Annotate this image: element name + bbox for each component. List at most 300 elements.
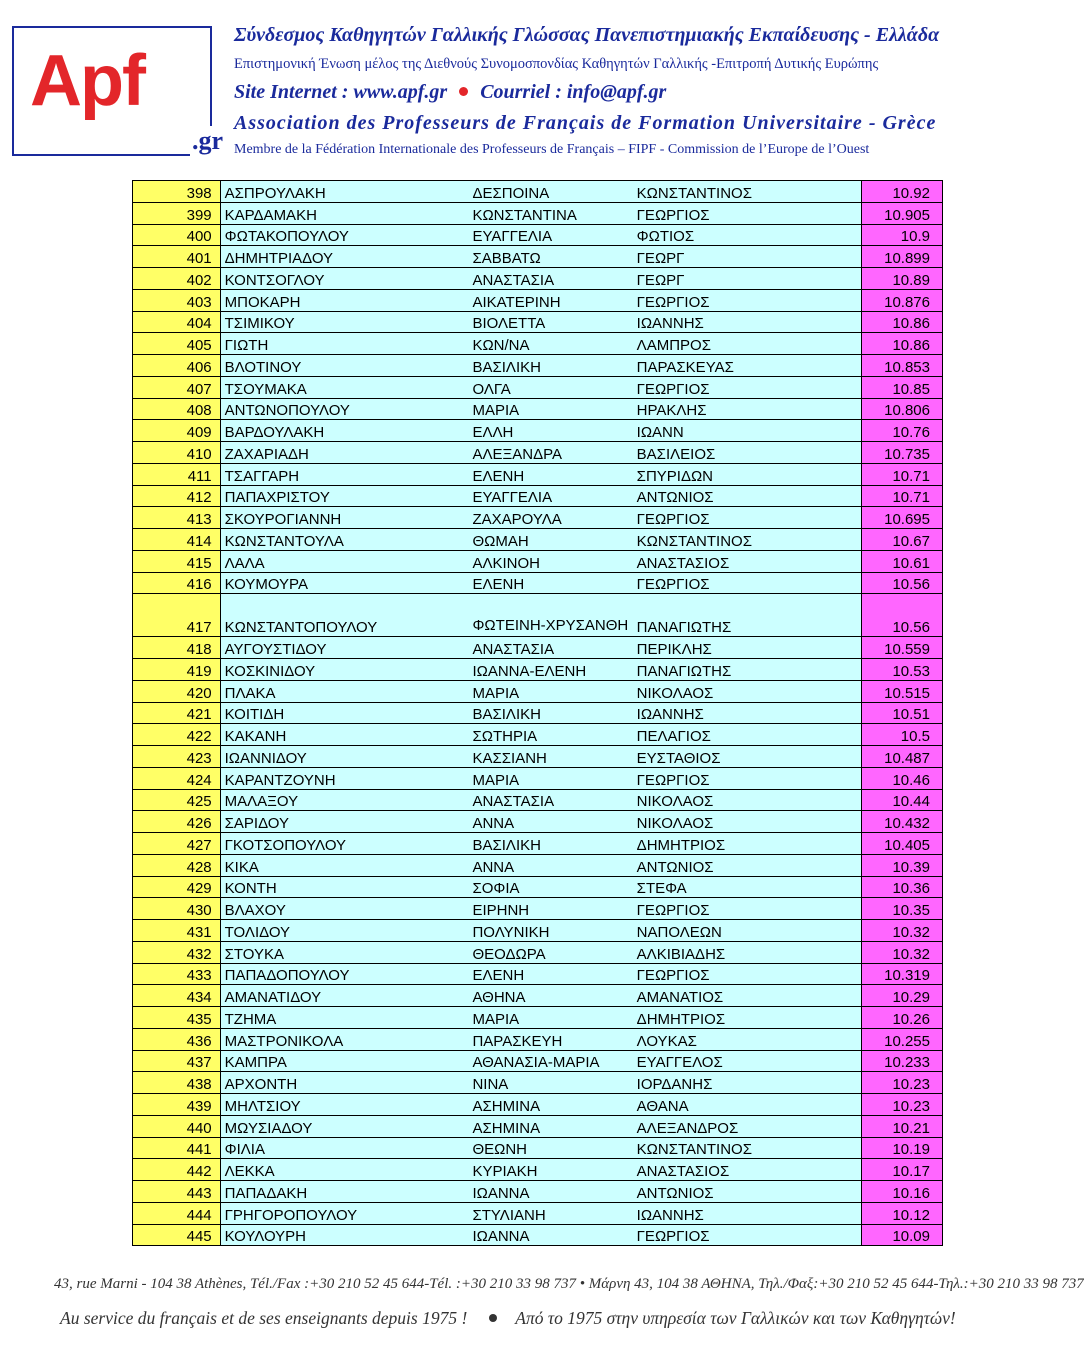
father-name-cell: ΝΑΠΟΛΕΩΝ bbox=[633, 920, 862, 942]
father-name-cell: ΓΕΩΡΓΙΟΣ bbox=[633, 1224, 862, 1246]
father-name-cell: ΑΛΚΙΒΙΑΔΗΣ bbox=[633, 941, 862, 963]
father-name-cell: ΠΑΝΑΓΙΩΤΗΣ bbox=[633, 659, 862, 681]
table-row bbox=[133, 876, 943, 898]
row-number: 408 bbox=[133, 398, 221, 420]
father-name-cell: ΙΩΑΝΝΗΣ bbox=[633, 702, 862, 724]
surname-cell: ΒΑΡΔΟΥΛΑΚΗ bbox=[220, 420, 468, 442]
row-number: 441 bbox=[133, 1137, 221, 1159]
table-row bbox=[133, 572, 943, 594]
letterhead-subtitle-french: Membre de la Fédération Internationale des Professeurs de Français – FIPF - Commission de l’Europe de l’Ouest bbox=[234, 142, 870, 157]
score-cell: 10.09 bbox=[862, 1224, 943, 1246]
score-cell: 10.5 bbox=[862, 724, 943, 746]
table-row bbox=[133, 854, 943, 876]
score-cell: 10.71 bbox=[862, 463, 943, 485]
row-number: 444 bbox=[133, 1202, 221, 1224]
first-name-cell: ΑΝΑΣΤΑΣΙΑ bbox=[468, 268, 632, 290]
first-name-cell: ΑΘΗΝΑ bbox=[468, 985, 632, 1007]
score-cell: 10.319 bbox=[862, 963, 943, 985]
score-cell: 10.32 bbox=[862, 941, 943, 963]
score-cell: 10.67 bbox=[862, 529, 943, 551]
bullet-icon bbox=[459, 87, 468, 96]
first-name-cell: ΕΛΕΝΗ bbox=[468, 572, 632, 594]
father-name-cell: ΓΕΩΡΓΙΟΣ bbox=[633, 376, 862, 398]
row-number: 399 bbox=[133, 202, 221, 224]
table-row bbox=[133, 1159, 943, 1181]
first-name-cell: ΒΙΟΛΕΤΤΑ bbox=[468, 311, 632, 333]
row-number: 442 bbox=[133, 1159, 221, 1181]
score-cell: 10.85 bbox=[862, 376, 943, 398]
table-row bbox=[133, 507, 943, 529]
first-name-cell: ΑΙΚΑΤΕΡΙΝΗ bbox=[468, 289, 632, 311]
table-row bbox=[133, 485, 943, 507]
score-cell: 10.23 bbox=[862, 1072, 943, 1094]
surname-cell: ΒΛΑΧΟΥ bbox=[220, 898, 468, 920]
surname-cell: ΤΟΛΙΔΟΥ bbox=[220, 920, 468, 942]
first-name-cell: ΙΩΑΝΝΑ bbox=[468, 1181, 632, 1203]
row-number: 425 bbox=[133, 789, 221, 811]
row-number: 443 bbox=[133, 1181, 221, 1203]
row-number: 429 bbox=[133, 876, 221, 898]
surname-cell: ΚΑΡΔΑΜΑΚΗ bbox=[220, 202, 468, 224]
first-name-cell: ΑΣΗΜΙΝΑ bbox=[468, 1094, 632, 1116]
letterhead-title-french: Association des Professeurs de Français de Formation Universitaire - Grèce bbox=[234, 112, 937, 134]
row-number: 419 bbox=[133, 659, 221, 681]
score-cell: 10.35 bbox=[862, 898, 943, 920]
first-name-cell: ΕΛΛΗ bbox=[468, 420, 632, 442]
score-cell: 10.899 bbox=[862, 246, 943, 268]
row-number: 409 bbox=[133, 420, 221, 442]
score-cell: 10.806 bbox=[862, 398, 943, 420]
score-cell: 10.735 bbox=[862, 442, 943, 464]
first-name-cell: ΕΛΕΝΗ bbox=[468, 463, 632, 485]
score-cell: 10.12 bbox=[862, 1202, 943, 1224]
first-name-cell: ΣΑΒΒΑΤΩ bbox=[468, 246, 632, 268]
score-cell: 10.56 bbox=[862, 572, 943, 594]
first-name-cell: ΕΙΡΗΝΗ bbox=[468, 898, 632, 920]
surname-cell: ΚΟΣΚΙΝΙΔΟΥ bbox=[220, 659, 468, 681]
table-row bbox=[133, 680, 943, 702]
surname-cell: ΑΥΓΟΥΣΤΙΔΟΥ bbox=[220, 637, 468, 659]
surname-cell: ΜΩΥΣΙΑΔΟΥ bbox=[220, 1115, 468, 1137]
table-row bbox=[133, 898, 943, 920]
row-number: 427 bbox=[133, 833, 221, 855]
footer-slogan bbox=[60, 1308, 956, 1329]
father-name-cell: ΠΑΡΑΣΚΕΥΑΣ bbox=[633, 355, 862, 377]
surname-cell: ΚΟΝΤΣΟΓΛΟΥ bbox=[220, 268, 468, 290]
row-number: 433 bbox=[133, 963, 221, 985]
surname-cell: ΚΑΜΠΡΑ bbox=[220, 1050, 468, 1072]
first-name-cell: ΑΝΑΣΤΑΣΙΑ bbox=[468, 789, 632, 811]
surname-cell: ΖΑΧΑΡΙΑΔΗ bbox=[220, 442, 468, 464]
table-row bbox=[133, 333, 943, 355]
row-number: 437 bbox=[133, 1050, 221, 1072]
surname-cell: ΜΑΣΤΡΟΝΙΚΟΛΑ bbox=[220, 1028, 468, 1050]
father-name-cell: ΑΜΑΝΑΤΙΟΣ bbox=[633, 985, 862, 1007]
first-name-cell: ΑΛΚΙΝΟΗ bbox=[468, 550, 632, 572]
first-name-cell: ΠΑΡΑΣΚΕΥΗ bbox=[468, 1028, 632, 1050]
score-cell: 10.46 bbox=[862, 767, 943, 789]
father-name-cell: ΝΙΚΟΛΑΟΣ bbox=[633, 811, 862, 833]
table-row bbox=[133, 202, 943, 224]
father-name-cell: ΗΡΑΚΛΗΣ bbox=[633, 398, 862, 420]
table-row bbox=[133, 376, 943, 398]
row-number: 421 bbox=[133, 702, 221, 724]
father-name-cell: ΓΕΩΡΓ bbox=[633, 268, 862, 290]
row-number: 406 bbox=[133, 355, 221, 377]
footer-slogan-greek: Από το 1975 στην υπηρεσία των Γαλλικών και των Καθηγητών! bbox=[515, 1308, 956, 1328]
score-cell: 10.559 bbox=[862, 637, 943, 659]
surname-cell: ΦΙΛΙΑ bbox=[220, 1137, 468, 1159]
table-row bbox=[133, 1007, 943, 1029]
first-name-cell: ΕΥΑΓΓΕΛΙΑ bbox=[468, 485, 632, 507]
table-row bbox=[133, 963, 943, 985]
row-number: 440 bbox=[133, 1115, 221, 1137]
row-number: 412 bbox=[133, 485, 221, 507]
surname-cell: ΚΟΥΜΟΥΡΑ bbox=[220, 572, 468, 594]
surname-cell: ΚΟΥΛΟΥΡΗ bbox=[220, 1224, 468, 1246]
row-number: 445 bbox=[133, 1224, 221, 1246]
first-name-cell: ΣΤΥΛΙΑΝΗ bbox=[468, 1202, 632, 1224]
father-name-cell: ΠΕΡΙΚΛΗΣ bbox=[633, 637, 862, 659]
bullet-icon bbox=[489, 1314, 497, 1322]
row-number: 438 bbox=[133, 1072, 221, 1094]
score-cell: 10.39 bbox=[862, 854, 943, 876]
table-row bbox=[133, 637, 943, 659]
first-name-cell: ΜΑΡΙΑ bbox=[468, 398, 632, 420]
row-number: 411 bbox=[133, 463, 221, 485]
surname-cell: ΚΟΙΤΙΔΗ bbox=[220, 702, 468, 724]
score-cell: 10.32 bbox=[862, 920, 943, 942]
row-number: 415 bbox=[133, 550, 221, 572]
surname-cell: ΓΙΩΤΗ bbox=[220, 333, 468, 355]
row-number: 418 bbox=[133, 637, 221, 659]
score-cell: 10.432 bbox=[862, 811, 943, 833]
score-cell: 10.71 bbox=[862, 485, 943, 507]
first-name-cell: ΑΝΑΣΤΑΣΙΑ bbox=[468, 637, 632, 659]
table-row bbox=[133, 1094, 943, 1116]
row-number: 404 bbox=[133, 311, 221, 333]
row-number: 402 bbox=[133, 268, 221, 290]
score-cell: 10.89 bbox=[862, 268, 943, 290]
apf-logo: Apf bbox=[30, 41, 144, 121]
surname-cell: ΜΠΟΚΑΡΗ bbox=[220, 289, 468, 311]
father-name-cell: ΙΩΑΝΝΗΣ bbox=[633, 311, 862, 333]
table-row bbox=[133, 1202, 943, 1224]
first-name-cell: ΕΥΑΓΓΕΛΙΑ bbox=[468, 224, 632, 246]
score-cell: 10.17 bbox=[862, 1159, 943, 1181]
table-row bbox=[133, 550, 943, 572]
surname-cell: ΚΩΝΣΤΑΝΤΟΠΟΥΛΟΥ bbox=[220, 594, 468, 637]
score-cell: 10.44 bbox=[862, 789, 943, 811]
first-name-cell: ΔΕΣΠΟΙΝΑ bbox=[468, 181, 632, 203]
first-name-cell: ΒΑΣΙΛΙΚΗ bbox=[468, 702, 632, 724]
row-number: 400 bbox=[133, 224, 221, 246]
surname-cell: ΣΑΡΙΔΟΥ bbox=[220, 811, 468, 833]
row-number: 422 bbox=[133, 724, 221, 746]
first-name-cell: ΠΟΛΥΝΙΚΗ bbox=[468, 920, 632, 942]
footer-slogan-french: Au service du français et de ses enseignants depuis 1975 ! bbox=[60, 1308, 468, 1328]
surname-cell: ΠΑΠΑΔΑΚΗ bbox=[220, 1181, 468, 1203]
father-name-cell: ΔΗΜΗΤΡΙΟΣ bbox=[633, 833, 862, 855]
score-cell: 10.86 bbox=[862, 333, 943, 355]
first-name-cell: ΑΘΑΝΑΣΙΑ-ΜΑΡΙΑ bbox=[468, 1050, 632, 1072]
father-name-cell: ΑΝΤΩΝΙΟΣ bbox=[633, 1181, 862, 1203]
score-cell: 10.86 bbox=[862, 311, 943, 333]
father-name-cell: ΒΑΣΙΛΕΙΟΣ bbox=[633, 442, 862, 464]
father-name-cell: ΣΠΥΡΙΔΩΝ bbox=[633, 463, 862, 485]
row-number: 428 bbox=[133, 854, 221, 876]
first-name-cell: ΦΩΤΕΙΝΗ-ΧΡΥΣΑΝΘΗ bbox=[468, 594, 632, 637]
score-cell: 10.56 bbox=[862, 594, 943, 637]
row-number: 405 bbox=[133, 333, 221, 355]
row-number: 407 bbox=[133, 376, 221, 398]
row-number: 431 bbox=[133, 920, 221, 942]
surname-cell: ΑΝΤΩΝΟΠΟΥΛΟΥ bbox=[220, 398, 468, 420]
table-row bbox=[133, 1115, 943, 1137]
website-link[interactable]: Site Internet : www.apf.gr bbox=[234, 81, 448, 103]
score-cell: 10.405 bbox=[862, 833, 943, 855]
table-row bbox=[133, 833, 943, 855]
table-row bbox=[133, 289, 943, 311]
father-name-cell: ΑΝΑΣΤΑΣΙΟΣ bbox=[633, 1159, 862, 1181]
father-name-cell: ΝΙΚΟΛΑΟΣ bbox=[633, 680, 862, 702]
table-row bbox=[133, 311, 943, 333]
table-row bbox=[133, 594, 943, 637]
apf-logo-suffix: .gr bbox=[192, 126, 224, 155]
score-cell: 10.26 bbox=[862, 1007, 943, 1029]
father-name-cell: ΛΟΥΚΑΣ bbox=[633, 1028, 862, 1050]
table-row bbox=[133, 529, 943, 551]
father-name-cell: ΙΩΑΝΝ bbox=[633, 420, 862, 442]
table-row bbox=[133, 224, 943, 246]
father-name-cell: ΠΕΛΑΓΙΟΣ bbox=[633, 724, 862, 746]
row-number: 413 bbox=[133, 507, 221, 529]
father-name-cell: ΓΕΩΡΓΙΟΣ bbox=[633, 898, 862, 920]
table-row bbox=[133, 659, 943, 681]
father-name-cell: ΣΤΕΦΑ bbox=[633, 876, 862, 898]
table-row bbox=[133, 463, 943, 485]
surname-cell: ΜΑΛΑΞΟΥ bbox=[220, 789, 468, 811]
first-name-cell: ΚΩΝΣΤΑΝΤΙΝΑ bbox=[468, 202, 632, 224]
score-cell: 10.23 bbox=[862, 1094, 943, 1116]
score-cell: 10.905 bbox=[862, 202, 943, 224]
table-row bbox=[133, 789, 943, 811]
surname-cell: ΚΙΚΑ bbox=[220, 854, 468, 876]
footer-address: 43, rue Marni - 104 38 Athènes, Tél./Fax :+30 210 52 45 644-Tél. :+30 210 33 98 737 • Μάρνη 43, 104 38 ΑΘΗΝΑ, Τηλ./Φαξ:+30 210 52 45 644-Τηλ.:+30 210 33 98 737 bbox=[54, 1276, 1084, 1292]
table-row bbox=[133, 246, 943, 268]
row-number: 420 bbox=[133, 680, 221, 702]
father-name-cell: ΠΑΝΑΓΙΩΤΗΣ bbox=[633, 594, 862, 637]
surname-cell: ΓΚΟΤΣΟΠΟΥΛΟΥ bbox=[220, 833, 468, 855]
first-name-cell: ΕΛΕΝΗ bbox=[468, 963, 632, 985]
first-name-cell: ΚΑΣΣΙΑΝΗ bbox=[468, 746, 632, 768]
score-cell: 10.21 bbox=[862, 1115, 943, 1137]
table-row bbox=[133, 1028, 943, 1050]
letterhead-title-greek: Σύνδεσμος Καθηγητών Γαλλικής Γλώσσας Πανεπιστημιακής Εκπαίδευσης - Ελλάδα bbox=[234, 24, 940, 46]
surname-cell: ΑΣΠΡΟΥΛΑΚΗ bbox=[220, 181, 468, 203]
table-row bbox=[133, 746, 943, 768]
row-number: 432 bbox=[133, 941, 221, 963]
table-row bbox=[133, 724, 943, 746]
score-cell: 10.29 bbox=[862, 985, 943, 1007]
surname-cell: ΚΑΚΑΝΗ bbox=[220, 724, 468, 746]
father-name-cell: ΓΕΩΡΓΙΟΣ bbox=[633, 963, 862, 985]
row-number: 417 bbox=[133, 594, 221, 637]
surname-cell: ΚΑΡΑΝΤΖΟΥΝΗ bbox=[220, 767, 468, 789]
table-row bbox=[133, 1072, 943, 1094]
first-name-cell: ΣΩΤΗΡΙΑ bbox=[468, 724, 632, 746]
row-number: 436 bbox=[133, 1028, 221, 1050]
surname-cell: ΙΩΑΝΝΙΔΟΥ bbox=[220, 746, 468, 768]
surname-cell: ΛΕΚΚΑ bbox=[220, 1159, 468, 1181]
score-cell: 10.876 bbox=[862, 289, 943, 311]
table-row bbox=[133, 1137, 943, 1159]
surname-cell: ΒΛΟΤΙΝΟΥ bbox=[220, 355, 468, 377]
first-name-cell: ΑΝΝΑ bbox=[468, 811, 632, 833]
first-name-cell: ΜΑΡΙΑ bbox=[468, 767, 632, 789]
father-name-cell: ΔΗΜΗΤΡΙΟΣ bbox=[633, 1007, 862, 1029]
letterhead-subtitle-greek: Επιστημονική Ένωση μέλος της Διεθνούς Συνομοσπονδίας Καθηγητών Γαλλικής -Επιτροπή Δυτικής Ευρώπης bbox=[234, 56, 879, 72]
surname-cell: ΑΡΧΟΝΤΗ bbox=[220, 1072, 468, 1094]
ranking-table-body bbox=[133, 181, 943, 1246]
first-name-cell: ΑΣΗΜΙΝΑ bbox=[468, 1115, 632, 1137]
surname-cell: ΛΑΛΑ bbox=[220, 550, 468, 572]
first-name-cell: ΘΕΩΝΗ bbox=[468, 1137, 632, 1159]
table-row bbox=[133, 767, 943, 789]
first-name-cell: ΝΙΝΑ bbox=[468, 1072, 632, 1094]
father-name-cell: ΦΩΤΙΟΣ bbox=[633, 224, 862, 246]
first-name-cell: ΒΑΣΙΛΙΚΗ bbox=[468, 833, 632, 855]
first-name-cell: ΜΑΡΙΑ bbox=[468, 680, 632, 702]
father-name-cell: ΑΝΑΣΤΑΣΙΟΣ bbox=[633, 550, 862, 572]
score-cell: 10.9 bbox=[862, 224, 943, 246]
surname-cell: ΣΚΟΥΡΟΓΙΑΝΝΗ bbox=[220, 507, 468, 529]
first-name-cell: ΚΥΡΙΑΚΗ bbox=[468, 1159, 632, 1181]
father-name-cell: ΑΝΤΩΝΙΟΣ bbox=[633, 485, 862, 507]
row-number: 430 bbox=[133, 898, 221, 920]
surname-cell: ΚΩΝΣΤΑΝΤΟΥΛΑ bbox=[220, 529, 468, 551]
letterhead-contact bbox=[234, 81, 666, 104]
score-cell: 10.853 bbox=[862, 355, 943, 377]
father-name-cell: ΛΑΜΠΡΟΣ bbox=[633, 333, 862, 355]
surname-cell: ΦΩΤΑΚΟΠΟΥΛΟΥ bbox=[220, 224, 468, 246]
first-name-cell: ΖΑΧΑΡΟΥΛΑ bbox=[468, 507, 632, 529]
father-name-cell: ΓΕΩΡΓΙΟΣ bbox=[633, 572, 862, 594]
email-link[interactable]: Courriel : info@apf.gr bbox=[480, 81, 667, 103]
surname-cell: ΣΤΟΥΚΑ bbox=[220, 941, 468, 963]
table-row bbox=[133, 702, 943, 724]
surname-cell: ΑΜΑΝΑΤΙΔΟΥ bbox=[220, 985, 468, 1007]
row-number: 403 bbox=[133, 289, 221, 311]
score-cell: 10.255 bbox=[862, 1028, 943, 1050]
table-row bbox=[133, 811, 943, 833]
score-cell: 10.16 bbox=[862, 1181, 943, 1203]
score-cell: 10.487 bbox=[862, 746, 943, 768]
score-cell: 10.76 bbox=[862, 420, 943, 442]
father-name-cell: ΙΩΑΝΝΗΣ bbox=[633, 1202, 862, 1224]
first-name-cell: ΟΛΓΑ bbox=[468, 376, 632, 398]
surname-cell: ΤΣΑΓΓΑΡΗ bbox=[220, 463, 468, 485]
surname-cell: ΠΑΠΑΔΟΠΟΥΛΟΥ bbox=[220, 963, 468, 985]
father-name-cell: ΑΝΤΩΝΙΟΣ bbox=[633, 854, 862, 876]
row-number: 410 bbox=[133, 442, 221, 464]
row-number: 398 bbox=[133, 181, 221, 203]
first-name-cell: ΘΕΟΔΩΡΑ bbox=[468, 941, 632, 963]
father-name-cell: ΕΥΑΓΓΕΛΟΣ bbox=[633, 1050, 862, 1072]
table-row bbox=[133, 920, 943, 942]
row-number: 435 bbox=[133, 1007, 221, 1029]
first-name-cell: ΙΩΑΝΝΑ bbox=[468, 1224, 632, 1246]
score-cell: 10.92 bbox=[862, 181, 943, 203]
table-row bbox=[133, 355, 943, 377]
father-name-cell: ΓΕΩΡΓΙΟΣ bbox=[633, 202, 862, 224]
father-name-cell: ΓΕΩΡΓΙΟΣ bbox=[633, 289, 862, 311]
father-name-cell: ΚΩΝΣΤΑΝΤΙΝΟΣ bbox=[633, 181, 862, 203]
surname-cell: ΔΗΜΗΤΡΙΑΔΟΥ bbox=[220, 246, 468, 268]
father-name-cell: ΝΙΚΟΛΑΟΣ bbox=[633, 789, 862, 811]
father-name-cell: ΑΘΑΝΑ bbox=[633, 1094, 862, 1116]
score-cell: 10.233 bbox=[862, 1050, 943, 1072]
table-row bbox=[133, 1224, 943, 1246]
first-name-cell: ΑΛΕΞΑΝΔΡΑ bbox=[468, 442, 632, 464]
table-row bbox=[133, 398, 943, 420]
father-name-cell: ΕΥΣΤΑΘΙΟΣ bbox=[633, 746, 862, 768]
score-cell: 10.695 bbox=[862, 507, 943, 529]
surname-cell: ΤΣΙΜΙΚΟΥ bbox=[220, 311, 468, 333]
table-row bbox=[133, 1181, 943, 1203]
surname-cell: ΤΖΗΜΑ bbox=[220, 1007, 468, 1029]
father-name-cell: ΚΩΝΣΤΑΝΤΙΝΟΣ bbox=[633, 1137, 862, 1159]
table-row bbox=[133, 268, 943, 290]
row-number: 426 bbox=[133, 811, 221, 833]
father-name-cell: ΙΟΡΔΑΝΗΣ bbox=[633, 1072, 862, 1094]
score-cell: 10.51 bbox=[862, 702, 943, 724]
first-name-cell: ΘΩΜΑΗ bbox=[468, 529, 632, 551]
first-name-cell: ΒΑΣΙΛΙΚΗ bbox=[468, 355, 632, 377]
row-number: 424 bbox=[133, 767, 221, 789]
father-name-cell: ΓΕΩΡΓΙΟΣ bbox=[633, 507, 862, 529]
row-number: 414 bbox=[133, 529, 221, 551]
row-number: 434 bbox=[133, 985, 221, 1007]
first-name-cell: ΚΩΝ/ΝΑ bbox=[468, 333, 632, 355]
score-cell: 10.61 bbox=[862, 550, 943, 572]
father-name-cell: ΓΕΩΡΓΙΟΣ bbox=[633, 767, 862, 789]
first-name-cell: ΣΟΦΙΑ bbox=[468, 876, 632, 898]
surname-cell: ΠΛΑΚΑ bbox=[220, 680, 468, 702]
surname-cell: ΓΡΗΓΟΡΟΠΟΥΛΟΥ bbox=[220, 1202, 468, 1224]
first-name-cell: ΙΩΑΝΝΑ-ΕΛΕΝΗ bbox=[468, 659, 632, 681]
table-row bbox=[133, 442, 943, 464]
ranking-table bbox=[132, 180, 943, 1246]
table-row bbox=[133, 1050, 943, 1072]
table-row bbox=[133, 985, 943, 1007]
row-number: 401 bbox=[133, 246, 221, 268]
father-name-cell: ΑΛΕΞΑΝΔΡΟΣ bbox=[633, 1115, 862, 1137]
score-cell: 10.36 bbox=[862, 876, 943, 898]
father-name-cell: ΚΩΝΣΤΑΝΤΙΝΟΣ bbox=[633, 529, 862, 551]
surname-cell: ΚΟΝΤΗ bbox=[220, 876, 468, 898]
surname-cell: ΤΣΟΥΜΑΚΑ bbox=[220, 376, 468, 398]
surname-cell: ΜΗΛΤΣΙΟΥ bbox=[220, 1094, 468, 1116]
table-row bbox=[133, 420, 943, 442]
row-number: 416 bbox=[133, 572, 221, 594]
first-name-cell: ΜΑΡΙΑ bbox=[468, 1007, 632, 1029]
row-number: 439 bbox=[133, 1094, 221, 1116]
first-name-cell: ΑΝΝΑ bbox=[468, 854, 632, 876]
row-number: 423 bbox=[133, 746, 221, 768]
surname-cell: ΠΑΠΑΧΡΙΣΤΟΥ bbox=[220, 485, 468, 507]
father-name-cell: ΓΕΩΡΓ bbox=[633, 246, 862, 268]
